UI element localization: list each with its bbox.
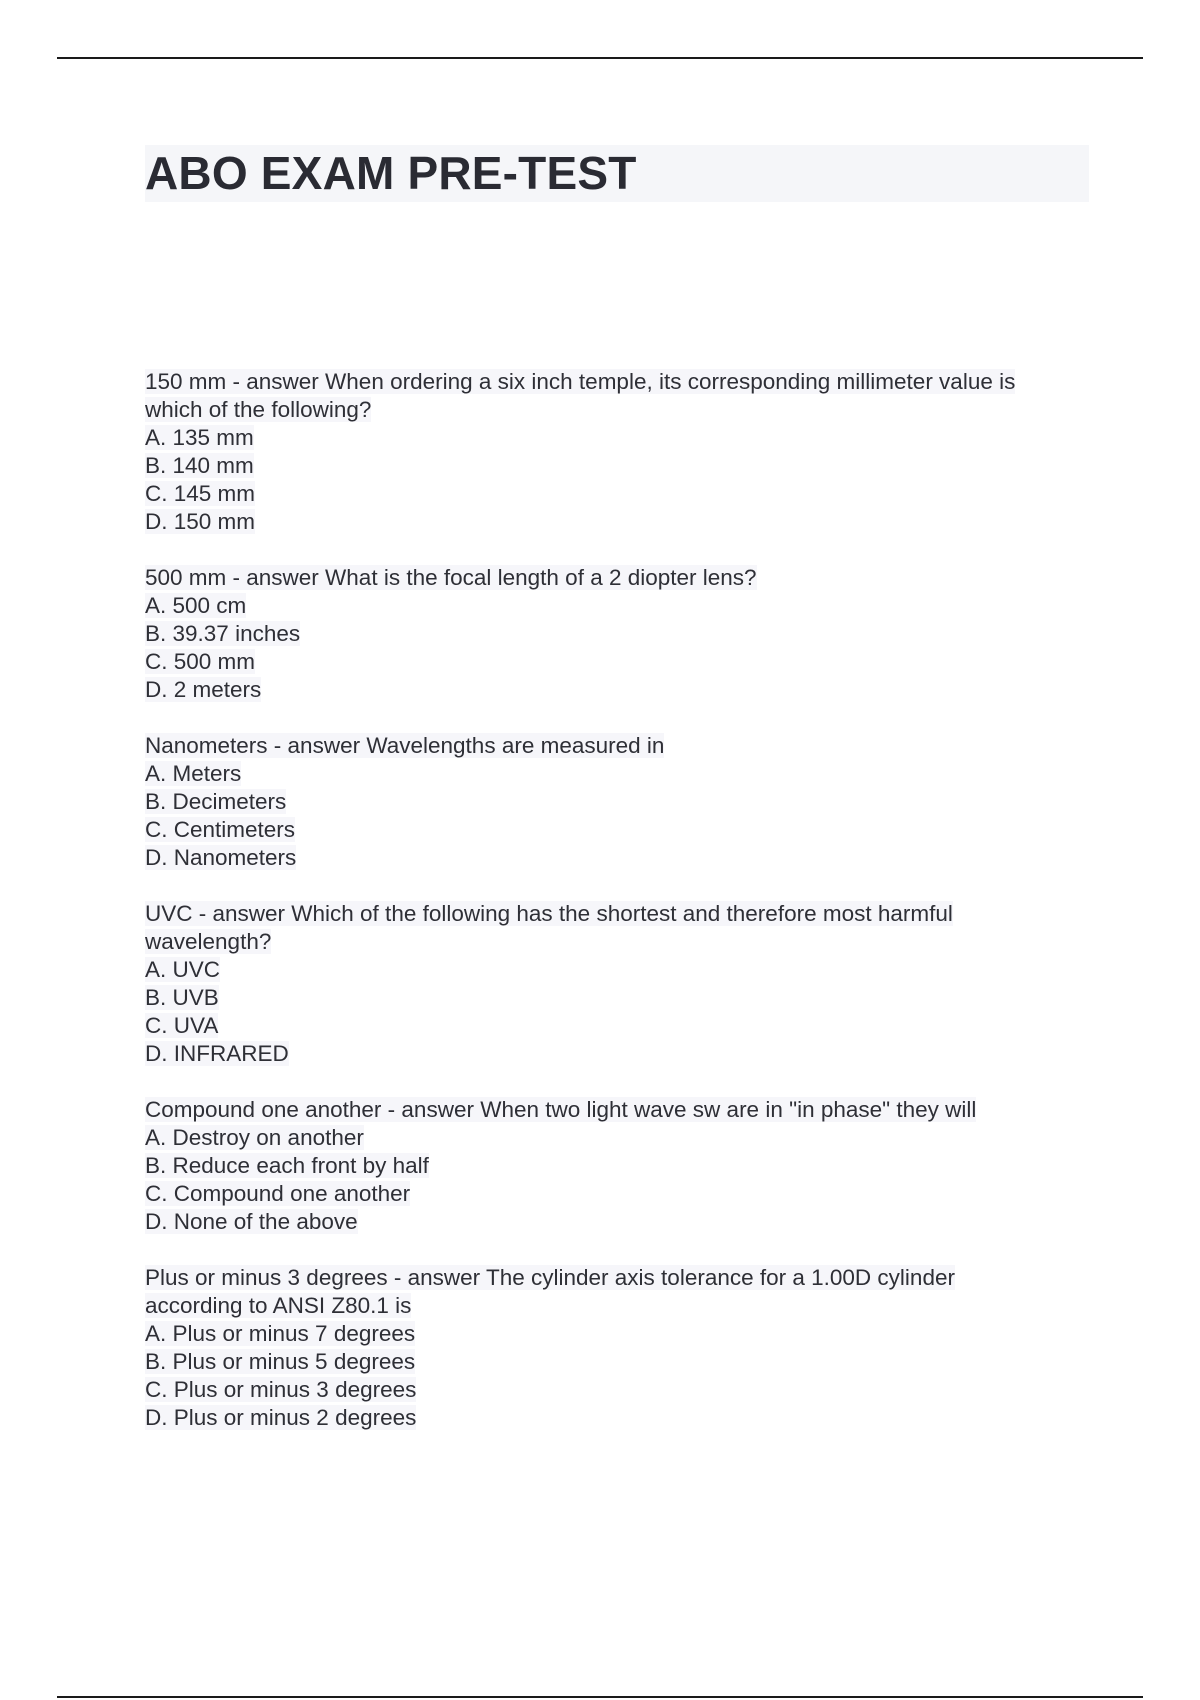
question-1 <box>145 368 1089 536</box>
answer-option-a: A. 500 cm <box>145 593 247 618</box>
question-2 <box>145 564 1089 704</box>
question-list <box>145 368 1089 1460</box>
question-stem-line: which of the following? <box>145 397 372 422</box>
answer-option-b: B. Plus or minus 5 degrees <box>145 1349 416 1374</box>
question-3 <box>145 732 1089 872</box>
answer-option-a: A. Destroy on another <box>145 1125 364 1150</box>
answer-option-b: B. Decimeters <box>145 789 287 814</box>
question-stem-line: wavelength? <box>145 929 272 954</box>
answer-option-c: C. 500 mm <box>145 649 256 674</box>
question-stem-line: according to ANSI Z80.1 is <box>145 1293 412 1318</box>
answer-option-a: A. 135 mm <box>145 425 254 450</box>
answer-option-a: A. Meters <box>145 761 242 786</box>
question-stem-line: UVC - answer Which of the following has the shortest and therefore most harmful <box>145 901 953 926</box>
question-stem-line: Compound one another - answer When two light wave sw are in "in phase" they will <box>145 1097 977 1122</box>
answer-option-c: C. Plus or minus 3 degrees <box>145 1377 417 1402</box>
question-stem-line: 500 mm - answer What is the focal length of a 2 diopter lens? <box>145 565 757 590</box>
answer-option-c: C. Compound one another <box>145 1181 411 1206</box>
answer-option-c: C. UVA <box>145 1013 219 1038</box>
answer-option-d: D. 2 meters <box>145 677 262 702</box>
answer-option-d: D. 150 mm <box>145 509 256 534</box>
answer-option-d: D. INFRARED <box>145 1041 289 1066</box>
answer-option-b: B. Reduce each front by half <box>145 1153 429 1178</box>
answer-option-b: B. 140 mm <box>145 453 254 478</box>
answer-option-a: A. Plus or minus 7 degrees <box>145 1321 416 1346</box>
bottom-divider <box>57 1696 1143 1698</box>
top-divider <box>57 57 1143 59</box>
answer-option-c: C. 145 mm <box>145 481 256 506</box>
answer-option-b: B. UVB <box>145 985 219 1010</box>
question-6 <box>145 1264 1089 1432</box>
question-stem-line: Plus or minus 3 degrees - answer The cylinder axis tolerance for a 1.00D cylinder <box>145 1265 955 1290</box>
question-5 <box>145 1096 1089 1236</box>
page-title: ABO EXAM PRE-TEST <box>145 147 637 199</box>
answer-option-b: B. 39.37 inches <box>145 621 301 646</box>
question-stem-line: Nanometers - answer Wavelengths are measured in <box>145 733 665 758</box>
answer-option-d: D. Nanometers <box>145 845 297 870</box>
question-stem-line: 150 mm - answer When ordering a six inch temple, its corresponding millimeter value is <box>145 369 1016 394</box>
answer-option-d: D. None of the above <box>145 1209 358 1234</box>
answer-option-d: D. Plus or minus 2 degrees <box>145 1405 417 1430</box>
answer-option-c: C. Centimeters <box>145 817 296 842</box>
answer-option-a: A. UVC <box>145 957 221 982</box>
question-4 <box>145 900 1089 1068</box>
